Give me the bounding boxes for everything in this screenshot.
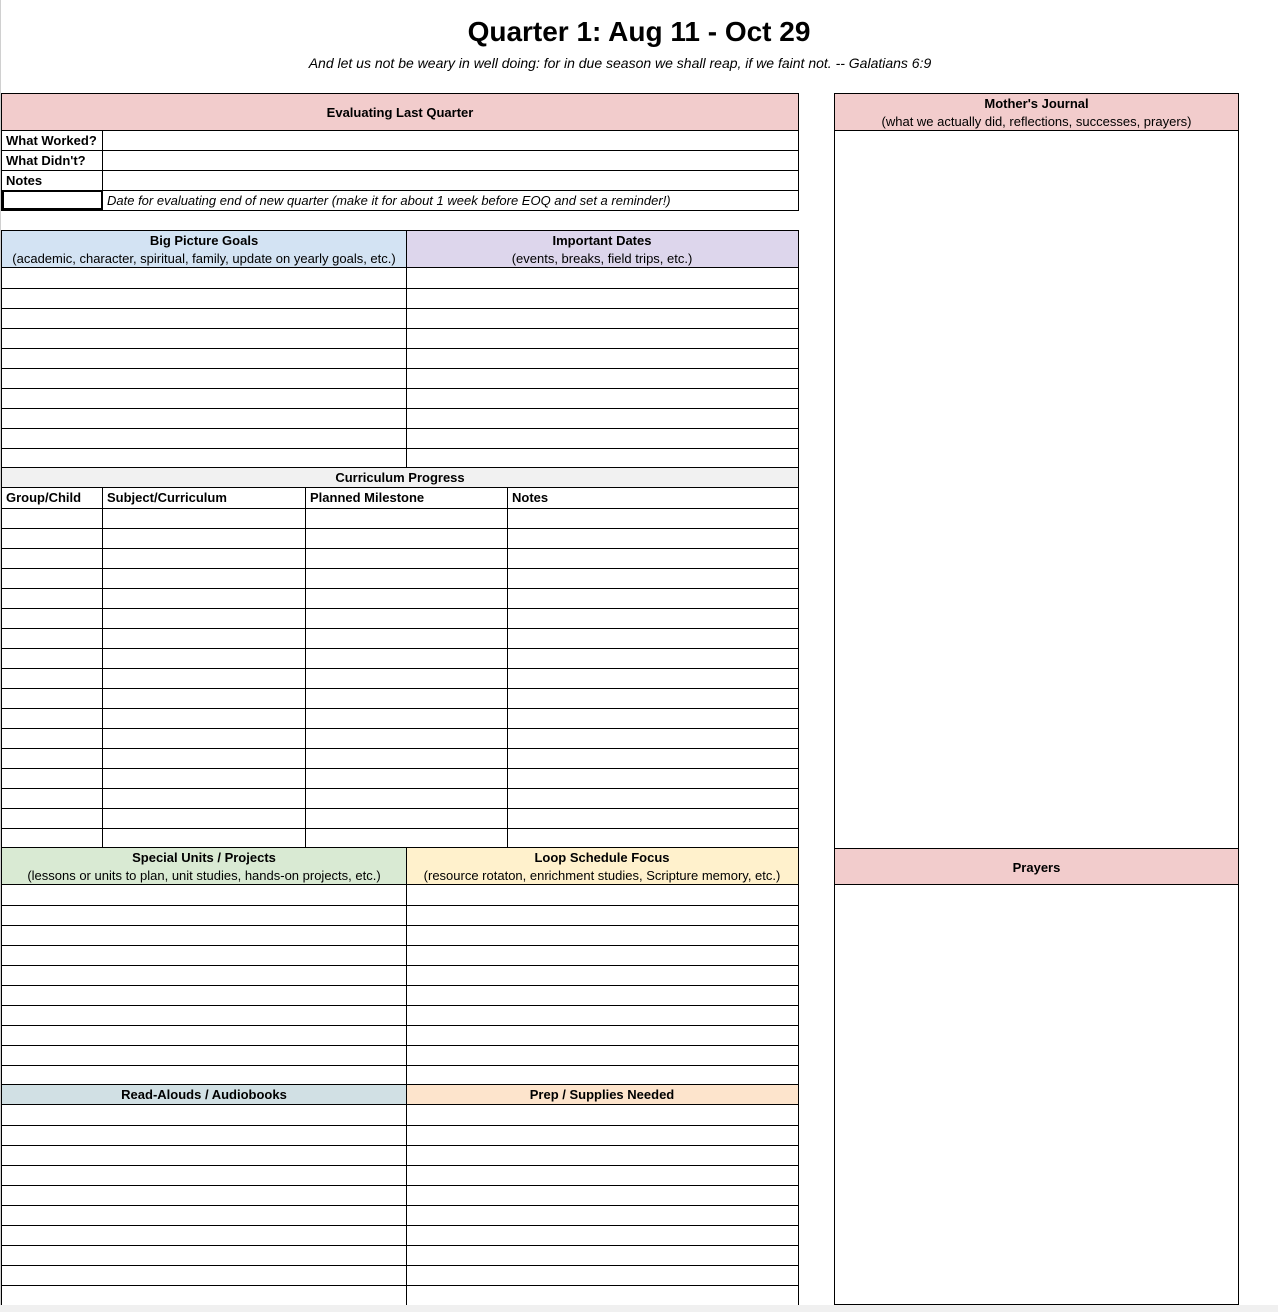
important-dates-title: Important Dates — [552, 233, 652, 248]
evaluating-header — [2, 94, 798, 131]
goals-dates-section — [1, 230, 799, 468]
column-notes: Notes — [512, 490, 549, 505]
evaluating-section — [1, 93, 799, 211]
evaluating-title: Evaluating Last Quarter — [326, 105, 474, 120]
special-units-header — [2, 848, 406, 885]
notes-field[interactable] — [103, 171, 798, 190]
readalouds-prep-section — [1, 1084, 799, 1306]
scripture-verse: And let us not be weary in well doing: for in due season we shall reap, if we faint not. -- Galatians 6:9 — [308, 55, 932, 71]
loop-schedule-subtitle: (resource rotaton, enrichment studies, Scripture memory, etc.) — [423, 868, 781, 883]
important-dates-subtitle: (events, breaks, field trips, etc.) — [511, 251, 693, 266]
notes-label: Notes — [6, 173, 43, 188]
column-group-child: Group/Child — [6, 490, 82, 505]
prayers-title: Prayers — [1012, 860, 1061, 875]
journal-header — [835, 94, 1238, 131]
curriculum-header — [2, 468, 798, 488]
evaluation-date-note: Date for evaluating end of new quarter (make it for about 1 week before EOQ and set a reminder!) — [107, 193, 671, 208]
important-dates-area[interactable] — [407, 269, 798, 467]
big-picture-subtitle: (academic, character, spiritual, family, update on yearly goals, etc.) — [12, 251, 396, 266]
what-didnt-field[interactable] — [103, 151, 798, 170]
loop-schedule-area[interactable] — [407, 886, 798, 1085]
read-alouds-header — [2, 1085, 406, 1105]
curriculum-section — [1, 467, 799, 849]
what-worked-field[interactable] — [103, 132, 798, 150]
loop-schedule-header — [406, 848, 798, 885]
page-bottom-strip — [0, 1305, 1278, 1312]
units-loop-section — [1, 847, 799, 1086]
journal-title: Mother's Journal — [984, 96, 1089, 111]
journal-writing-area[interactable] — [835, 132, 1238, 848]
evaluation-date-cell[interactable] — [2, 190, 103, 210]
journal-subtitle: (what we actually did, reflections, successes, prayers) — [881, 114, 1192, 129]
column-subject-curriculum: Subject/Curriculum — [107, 490, 227, 505]
special-units-area[interactable] — [2, 886, 406, 1085]
read-alouds-title: Read-Alouds / Audiobooks — [121, 1087, 287, 1102]
prayers-writing-area[interactable] — [835, 886, 1238, 1304]
page-title: Quarter 1: Aug 11 - Oct 29 — [467, 16, 811, 47]
important-dates-header — [406, 231, 798, 268]
special-units-title: Special Units / Projects — [132, 850, 276, 865]
big-picture-title: Big Picture Goals — [149, 233, 259, 248]
prayers-header — [835, 848, 1238, 885]
what-worked-label: What Worked? — [6, 133, 97, 148]
journal-section — [834, 93, 1239, 1305]
read-alouds-area[interactable] — [2, 1106, 406, 1305]
prep-supplies-title: Prep / Supplies Needed — [529, 1087, 675, 1102]
what-didnt-label: What Didn't? — [6, 153, 86, 168]
column-planned-milestone: Planned Milestone — [310, 490, 425, 505]
prep-supplies-header — [406, 1085, 798, 1105]
big-picture-header — [2, 231, 406, 268]
loop-schedule-title: Loop Schedule Focus — [534, 850, 670, 865]
curriculum-title: Curriculum Progress — [335, 470, 465, 485]
curriculum-table-body[interactable] — [2, 509, 798, 848]
big-picture-goals-area[interactable] — [2, 269, 406, 467]
special-units-subtitle: (lessons or units to plan, unit studies, hands-on projects, etc.) — [27, 868, 381, 883]
prep-supplies-area[interactable] — [407, 1106, 798, 1305]
